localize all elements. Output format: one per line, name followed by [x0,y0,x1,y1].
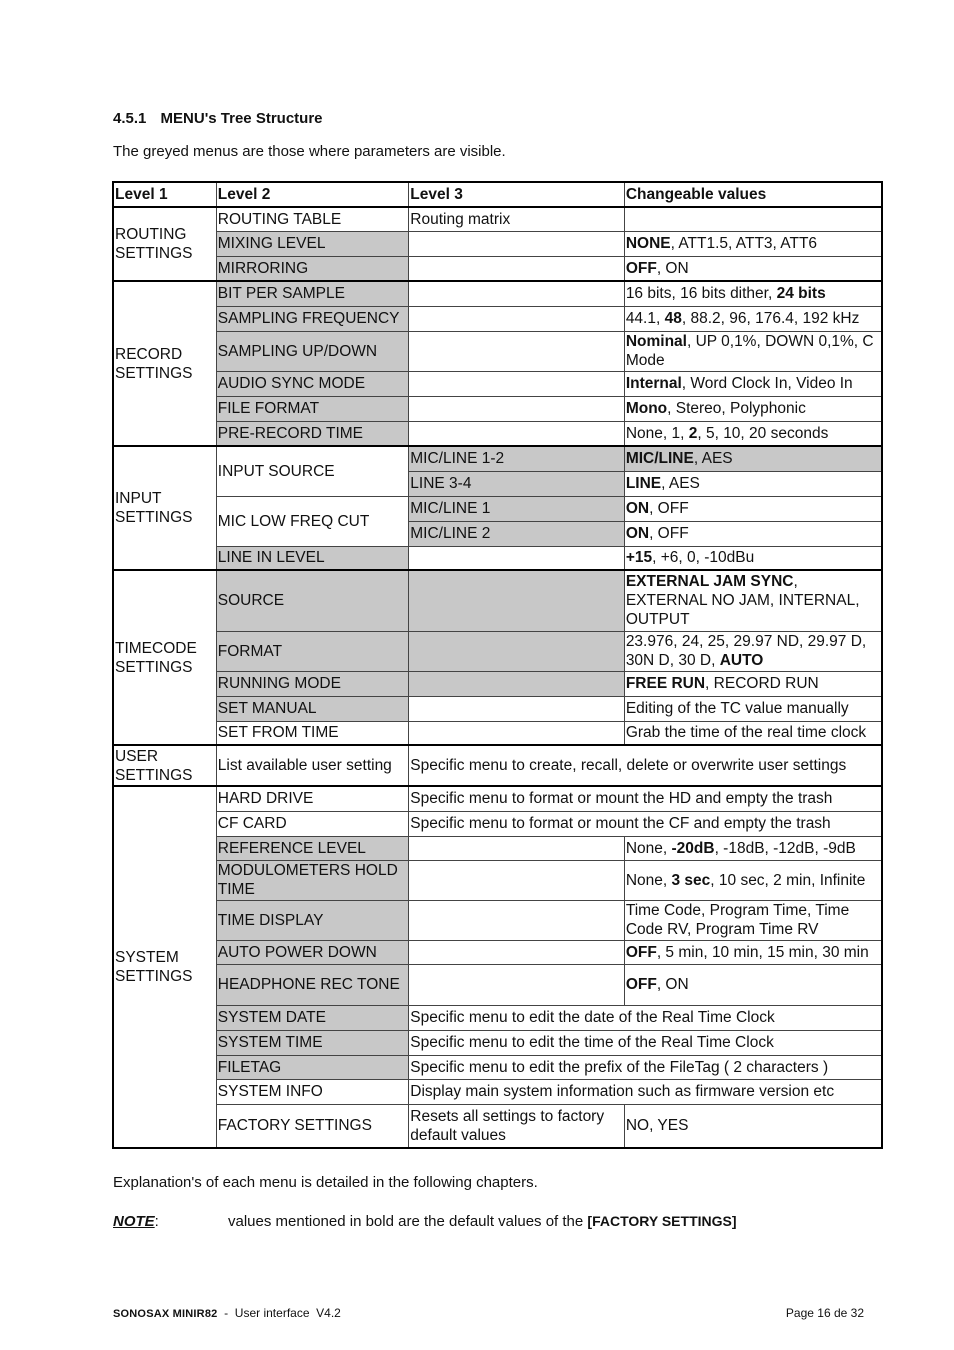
bit-per-sample: BIT PER SAMPLE [216,281,409,306]
footer-doc: - User interface V4.2 [217,1306,341,1320]
sf-values: 44.1, 48, 88.2, 96, 176.4, 192 kHz [624,306,882,331]
table-row [113,306,882,331]
table-row [113,1079,882,1104]
cf-desc: Specific menu to format or mount the CF and empty the trash [409,811,882,836]
table-row [113,256,882,281]
table-row [113,836,882,860]
mic-line-1-2: MIC/LINE 1-2 [409,446,625,471]
table-row [113,1055,882,1079]
level1-system: SYSTEM SETTINGS [113,786,216,1148]
level1-timecode: TIMECODE SETTINGS [113,570,216,745]
table-row [113,860,882,900]
header-level-3: Level 3 [409,182,625,207]
rm-values: FREE RUN, RECORD RUN [624,671,882,696]
table-row [113,446,882,471]
sft-values: Grab the time of the real time clock [624,721,882,745]
table-row [113,207,882,231]
header-level-1: Level 1 [113,182,216,207]
td-values: Time Code, Program Time, Time Code RV, Program Time RV [624,900,882,940]
user-list: List available user setting [216,745,409,786]
table-row [113,421,882,446]
asm-values: Internal, Word Clock In, Video In [624,371,882,396]
line-3-4: LINE 3-4 [409,471,625,496]
user-desc: Specific menu to create, recall, delete or overwrite user settings [409,745,882,786]
reference-level: REFERENCE LEVEL [216,836,409,860]
mic2-values: ON, OFF [624,521,882,546]
intro-text: The greyed menus are those where parameters are visible. [113,143,506,160]
mic1-values: ON, OFF [624,496,882,521]
modulometers-hold-time: MODULOMETERS HOLD TIME [216,860,409,900]
explanation-text: Explanation's of each menu is detailed in the following chapters. [113,1174,538,1191]
input-source: INPUT SOURCE [216,446,409,496]
table-row [113,1005,882,1030]
table-row [113,371,882,396]
note-label: NOTE [113,1213,155,1230]
section-number: 4.5.1 [113,110,147,127]
sampling-frequency: SAMPLING FREQUENCY [216,306,409,331]
fs-values: NO, YES [624,1104,882,1148]
apd-values: OFF, 5 min, 10 min, 15 min, 30 min [624,940,882,964]
table-row [113,1030,882,1055]
sm-values: Editing of the TC value manually [624,696,882,721]
table-row [113,631,882,671]
table-row [113,281,882,306]
hard-drive: HARD DRIVE [216,786,409,811]
auto-power-down: AUTO POWER DOWN [216,940,409,964]
level1-record: RECORD SETTINGS [113,281,216,446]
ml12-values: MIC/LINE, AES [624,446,882,471]
table-row [113,900,882,940]
table-row [113,721,882,745]
audio-sync-mode: AUDIO SYNC MODE [216,371,409,396]
line-in-level: LINE IN LEVEL [216,546,409,570]
routing-matrix: Routing matrix [409,207,625,231]
tc-source-values: EXTERNAL JAM SYNC, EXTERNAL NO JAM, INTERNAL, OUTPUT [624,570,882,631]
mic-low-freq-cut: MIC LOW FREQ CUT [216,496,409,546]
header-level-2: Level 2 [216,182,409,207]
table-row [113,786,882,811]
table-row [113,546,882,570]
fs-desc: Resets all settings to factory default values [409,1104,625,1148]
level1-routing: ROUTING SETTINGS [113,207,216,281]
note-text: values mentioned in bold are the default values of the [FACTORY SETTINGS] [228,1213,737,1230]
mirroring-values: OFF, ON [624,256,882,281]
l34-values: LINE, AES [624,471,882,496]
bps-values: 16 bits, 16 bits dither, 24 bits [624,281,882,306]
level1-input: INPUT SETTINGS [113,446,216,570]
system-info: SYSTEM INFO [216,1079,409,1104]
running-mode: RUNNING MODE [216,671,409,696]
mirroring: MIRRORING [216,256,409,281]
level1-user: USER SETTINGS [113,745,216,786]
page-number: Page 16 de 32 [785,1306,864,1320]
header-values: Changeable values [624,182,882,207]
section-title: MENU's Tree Structure [160,110,323,127]
pre-record-time: PRE-RECORD TIME [216,421,409,446]
sd-desc: Specific menu to edit the date of the Real Time Clock [409,1005,882,1030]
rl-values: None, -20dB, -18dB, -12dB, -9dB [624,836,882,860]
table-header-row [113,182,882,207]
time-display: TIME DISPLAY [216,900,409,940]
mht-values: None, 3 sec, 10 sec, 2 min, Infinite [624,860,882,900]
prt-values: None, 1, 2, 5, 10, 20 seconds [624,421,882,446]
mic-line-1: MIC/LINE 1 [409,496,625,521]
table-row [113,396,882,421]
mic-line-2: MIC/LINE 2 [409,521,625,546]
mixing-level: MIXING LEVEL [216,231,409,256]
system-time: SYSTEM TIME [216,1030,409,1055]
hrt-values: OFF, ON [624,964,882,1005]
table-row [113,331,882,371]
headphone-rec-tone: HEADPHONE REC TONE [216,964,409,1005]
set-manual: SET MANUAL [216,696,409,721]
table-row [113,496,882,521]
filetag: FILETAG [216,1055,409,1079]
sampling-up-down: SAMPLING UP/DOWN [216,331,409,371]
tc-format-values: 23.976, 24, 25, 29.97 ND, 29.97 D, 30N D, 30 D, AUTO [624,631,882,671]
factory-settings: FACTORY SETTINGS [216,1104,409,1148]
table-row [113,940,882,964]
factory-settings-ref: [FACTORY SETTINGS] [587,1213,737,1229]
st-desc: Specific menu to edit the time of the Real Time Clock [409,1030,882,1055]
menu-tree-table [112,181,883,1149]
tc-format: FORMAT [216,631,409,671]
table-row [113,745,882,786]
routing-table: ROUTING TABLE [216,207,409,231]
note [113,1213,737,1230]
mixing-values: NONE, ATT1.5, ATT3, ATT6 [624,231,882,256]
note-colon: : [154,1213,159,1230]
sud-values: Nominal, UP 0,1%, DOWN 0,1%, C Mode [624,331,882,371]
table-row [113,1104,882,1148]
ft-desc: Specific menu to edit the prefix of the FileTag ( 2 characters ) [409,1055,882,1079]
footer-left [113,1306,341,1320]
file-format: FILE FORMAT [216,396,409,421]
si-desc: Display main system information such as firmware version etc [409,1079,882,1104]
tc-source: SOURCE [216,570,409,631]
table-row [113,696,882,721]
table-row [113,811,882,836]
table-row [113,671,882,696]
ff-values: Mono, Stereo, Polyphonic [624,396,882,421]
section-heading [113,110,323,127]
table-row [113,964,882,1005]
set-from-time: SET FROM TIME [216,721,409,745]
footer-brand: SONOSAX MINIR82 [113,1308,218,1320]
cf-card: CF CARD [216,811,409,836]
table-row [113,570,882,631]
table-row [113,231,882,256]
system-date: SYSTEM DATE [216,1005,409,1030]
lil-values: +15, +6, 0, -10dBu [624,546,882,570]
hd-desc: Specific menu to format or mount the HD and empty the trash [409,786,882,811]
